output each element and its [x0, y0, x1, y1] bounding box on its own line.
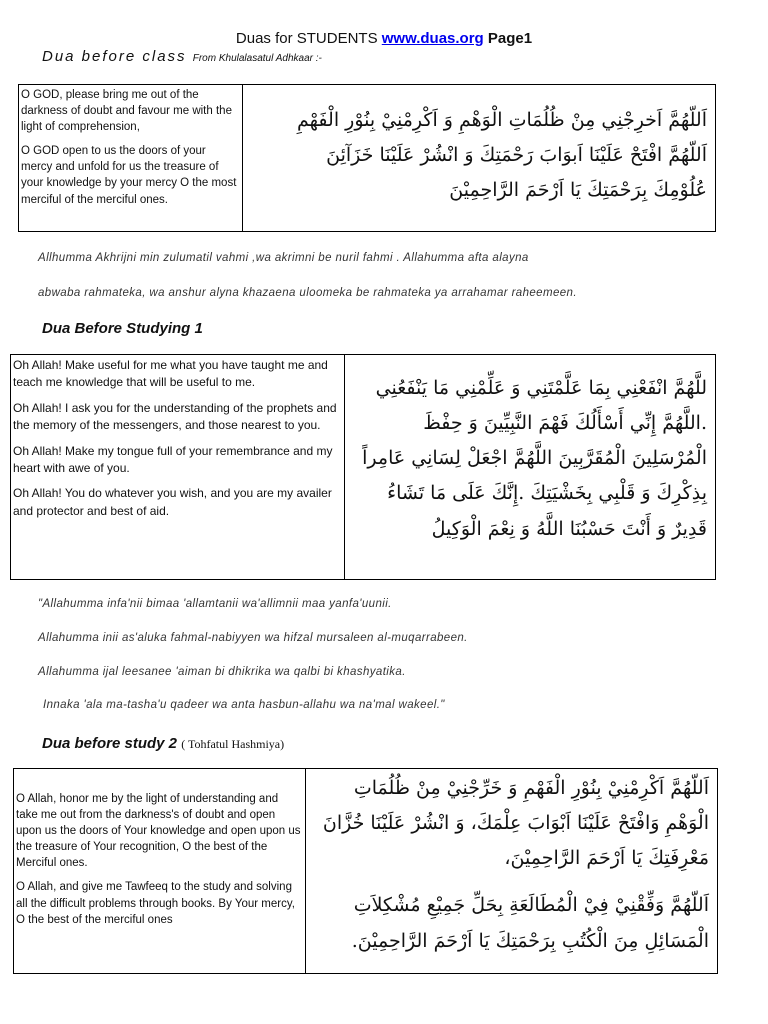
- english-paragraph: O Allah, honor me by the light of understanding and take me out from the darkness's of doubt and open upon us the doors of Your knowledge and open upon us the treasure of Your recognition, O the best of the Merciful ones.: [16, 793, 301, 870]
- arabic-line: عُلُوْمِكَ بِرَحْمَتِكَ يَا اَرْحَمَ الرَّاحِمِيْنَ: [449, 179, 707, 202]
- arabic-text-cell: [306, 769, 718, 974]
- arabic-line: اَللّهُمَّ افْتَحْ عَلَيْنَا اَبوَابَ رَحْمَتِكَ وَ انْشُرْ عَلَيْنَا خَزَآئِنَ: [326, 144, 707, 167]
- arabic-line: بِذِكْرِكَ وَ قَلْبِي بِخَشْيَتِكَ .إِنَّكَ عَلَى مَا تَشَاءُ: [387, 482, 707, 505]
- arabic-text-cell: [243, 85, 716, 232]
- transliteration-line: "Allahumma infa'nii bimaa 'allamtanii wa'allimnii maa yanfa'uunii.: [38, 598, 392, 610]
- arabic-text-cell: [345, 355, 716, 580]
- english-paragraph: O GOD, please bring me out of the darkness of doubt and favour me with the light of comprehension,: [21, 89, 232, 134]
- transliteration-line: abwaba rahmateka, wa anshur alyna khazaena uloomeka be rahmateka ya arrahamar raheemeen.: [38, 287, 577, 299]
- dua-table-before-study-2: [13, 768, 718, 974]
- section-title-text: Dua before study 2: [42, 735, 178, 752]
- page-label: Page1: [487, 30, 533, 47]
- arabic-line: للَّهُمَّ انْفَعْنِي بِمَا عَلَّمْتَنِي وَ عَلِّمْنِي مَا يَنْفَعُنِي: [375, 377, 707, 399]
- arabic-paragraph-gap: [312, 876, 709, 888]
- section-title-dua-before-class: [42, 48, 322, 65]
- arabic-line: .اللَّهُمَّ إِنِّي أَسْأَلُكَ فَهْمَ النَّبِيِّينَ وَ حِفْظَ: [423, 412, 707, 435]
- arabic-line: اَللّهُمَّ اَخرِجْنِي مِنْ ظُلُمَاتِ الْوَهْمِ وَ اَكْرِمْنِيْ بِنُوْرِ الْفَهْمِ: [297, 109, 707, 131]
- arabic-line: قَدِيرٌ وَ أَنْتَ حَسْبُنَا اللَّهُ وَ نِعْمَ الْوَكِيلُ: [431, 517, 707, 540]
- document-header: [0, 30, 768, 47]
- header-title: Duas for STUDENTS: [235, 30, 378, 47]
- section-title-dua-before-study-2: [42, 735, 284, 752]
- transliteration-line: Innaka 'ala ma-tasha'u qadeer wa anta hasbun-allahu wa na'mal wakeel.": [43, 699, 445, 711]
- arabic-line: الْمُرْسَلِينَ الْمُقَرَّبِينَ اللَّهُمَّ اجْعَلْ لِسَانِي عَامِراً: [362, 447, 707, 470]
- transliteration-line: Allahumma ijal leesanee 'aiman bi dhikrika wa qalbi bi khashyatika.: [38, 666, 406, 678]
- english-translation-cell: [19, 85, 243, 232]
- dua-table-before-class: [18, 84, 716, 232]
- section-title-dua-before-studying-1: Dua Before Studying 1: [42, 320, 203, 337]
- arabic-line: اَللّهُمَّ اَكْرِمْنِيْ بِنُوْرِ الْفَهْمِ وَ خَرِّجْنِيْ مِنْ ظُلُمَاتِ: [353, 777, 709, 799]
- transliteration-line: Allhumma Akhrijni min zulumatil vahmi ,wa akrimni be nuril fahmi . Allahumma afta alayna: [38, 252, 529, 264]
- section-title-text: Dua before class: [42, 48, 187, 65]
- english-paragraph: O GOD open to us the doors of your mercy and unfold for us the treasure of your knowledge by your mercy O the most merciful of the merciful ones.: [21, 145, 237, 206]
- english-paragraph: Oh Allah! Make my tongue full of your remembrance and my heart with awe of you.: [13, 443, 333, 475]
- english-paragraph: O Allah, and give me Tawfeeq to the study and solving all the difficult problems through books. By Your mercy, O the best of the merciful ones: [16, 881, 295, 926]
- english-translation-cell: [11, 355, 345, 580]
- english-paragraph: Oh Allah! You do whatever you wish, and you are my availer and protector and best of aid.: [13, 486, 332, 518]
- dua-table-before-studying-1: [10, 354, 716, 580]
- section-source: ( Tohfatul Hashmiya): [181, 737, 285, 751]
- section-source: From Khulalasatul Adhkaar :-: [192, 53, 322, 64]
- arabic-line: مَعْرِفَتِكَ يَا اَرْحَمَ الرَّاحِمِيْنَ،: [504, 847, 709, 870]
- arabic-line: الْوَهْمِ وَافْتَحْ عَلَيْنَا اَبْوَابَ عِلْمَكَ، وَ انْشُرْ عَلَيْنَا خُزَّانَ: [322, 812, 709, 835]
- arabic-line: اَللّهُمَّ وَفِّقْنِيْ فِيْ الْمُطَالَعَةِ بِحَلِّ جَمِيْعِ مُشْكِلاَتِ: [353, 894, 709, 917]
- english-paragraph: Oh Allah! Make useful for me what you have taught me and teach me knowledge that will be useful to me.: [13, 358, 328, 390]
- transliteration-line: Allahumma inii as'aluka fahmal-nabiyyen wa hifzal mursaleen al-muqarrabeen.: [38, 632, 468, 644]
- arabic-line: الْمَسَائِلِ مِنَ الْكُتُبِ بِرَحْمَتِكَ يَا اَرْحَمَ الرَّاحِمِيْنَ.: [351, 929, 709, 952]
- duas-website-link[interactable]: www.duas.org: [381, 30, 484, 47]
- english-translation-cell: [14, 769, 306, 974]
- english-paragraph: Oh Allah! I ask you for the understanding of the prophets and the memory of the messengers, and those nearest to you.: [13, 400, 337, 433]
